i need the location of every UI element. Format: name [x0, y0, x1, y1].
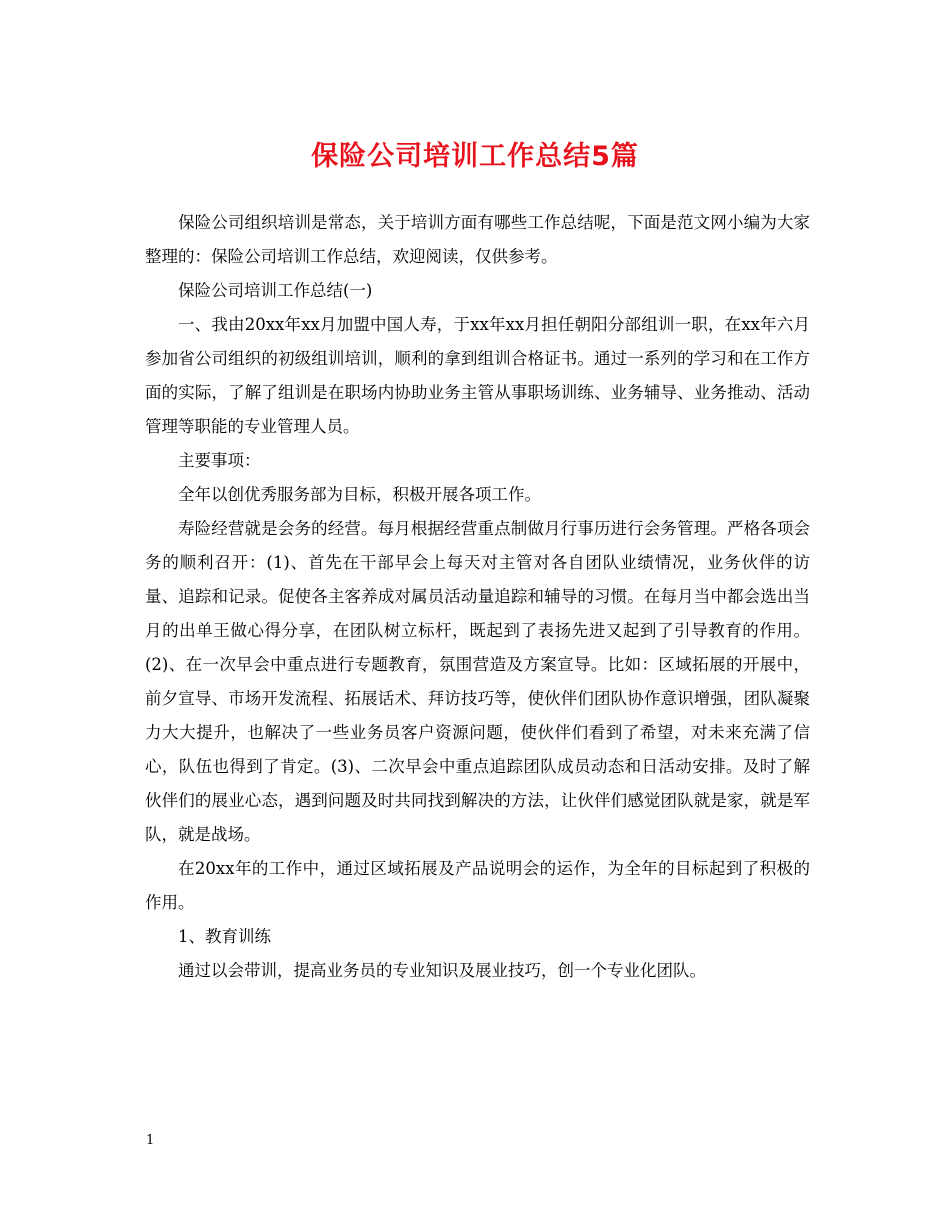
document-body [145, 206, 810, 988]
subheading: 主要事项： [178, 451, 261, 470]
section-heading: 保险公司培训工作总结(一) [178, 281, 373, 300]
body-paragraph: 寿险经营就是会务的经营。每月根据经营重点制做月行事历进行会务管理。严格各项会务的顺利召开：(1)、首先在干部早会上每天对主管对各自团队业绩情况，业务伙伴的访量、追踪和记录。促使各主客养成对属员活动量追踪和辅导的习惯。在每月当中都会选出当月的出单王做心得分享，在团队树立标杆，既起到了表扬先进又起到了引导教育的作用。(2)、在一次早会中重点进行专题教育，氛围营造及方案宣导。比如：区域拓展的开展中，前夕宣导、市场开发流程、拓展话术、拜访技巧等，使伙伴们团队协作意识增强，团队凝聚力大大提升，也解决了一些业务员客户资源问题，使伙伴们看到了希望，对未来充满了信心，队伍也得到了肯定。(3)、二次早会中重点追踪团队成员动态和日活动安排。及时了解伙伴们的展业心态，遇到问题及时共同找到解决的方法，让伙伴们感觉团队就是家，就是军队，就是战场。 [145, 519, 810, 844]
body-paragraph: 全年以创优秀服务部为目标，积极开展各项工作。 [178, 485, 541, 504]
subheading: 1、教育训练 [178, 927, 271, 946]
body-paragraph: 一、我由20xx年xx月加盟中国人寿，于xx年xx月担任朝阳分部组训一职，在xx年六月参加省公司组织的初级组训培训，顺利的拿到组训合格证书。通过一系列的学习和在工作方面的实际，了解了组训是在职场内协助业务主管从事职场训练、业务辅导、业务推动、活动管理等职能的专业管理人员。 [145, 315, 810, 436]
body-paragraph: 通过以会带训，提高业务员的专业知识及展业技巧，创一个专业化团队。 [178, 961, 706, 980]
intro-paragraph: 保险公司组织培训是常态，关于培训方面有哪些工作总结呢，下面是范文网小编为大家整理的：保险公司培训工作总结，欢迎阅读，仅供参考。 [145, 213, 810, 266]
document-title: 保险公司培训工作总结5篇 [311, 141, 639, 172]
page-number: 1 [146, 1133, 155, 1148]
body-paragraph: 在20xx年的工作中，通过区域拓展及产品说明会的运作，为全年的目标起到了积极的作用。 [145, 859, 810, 912]
